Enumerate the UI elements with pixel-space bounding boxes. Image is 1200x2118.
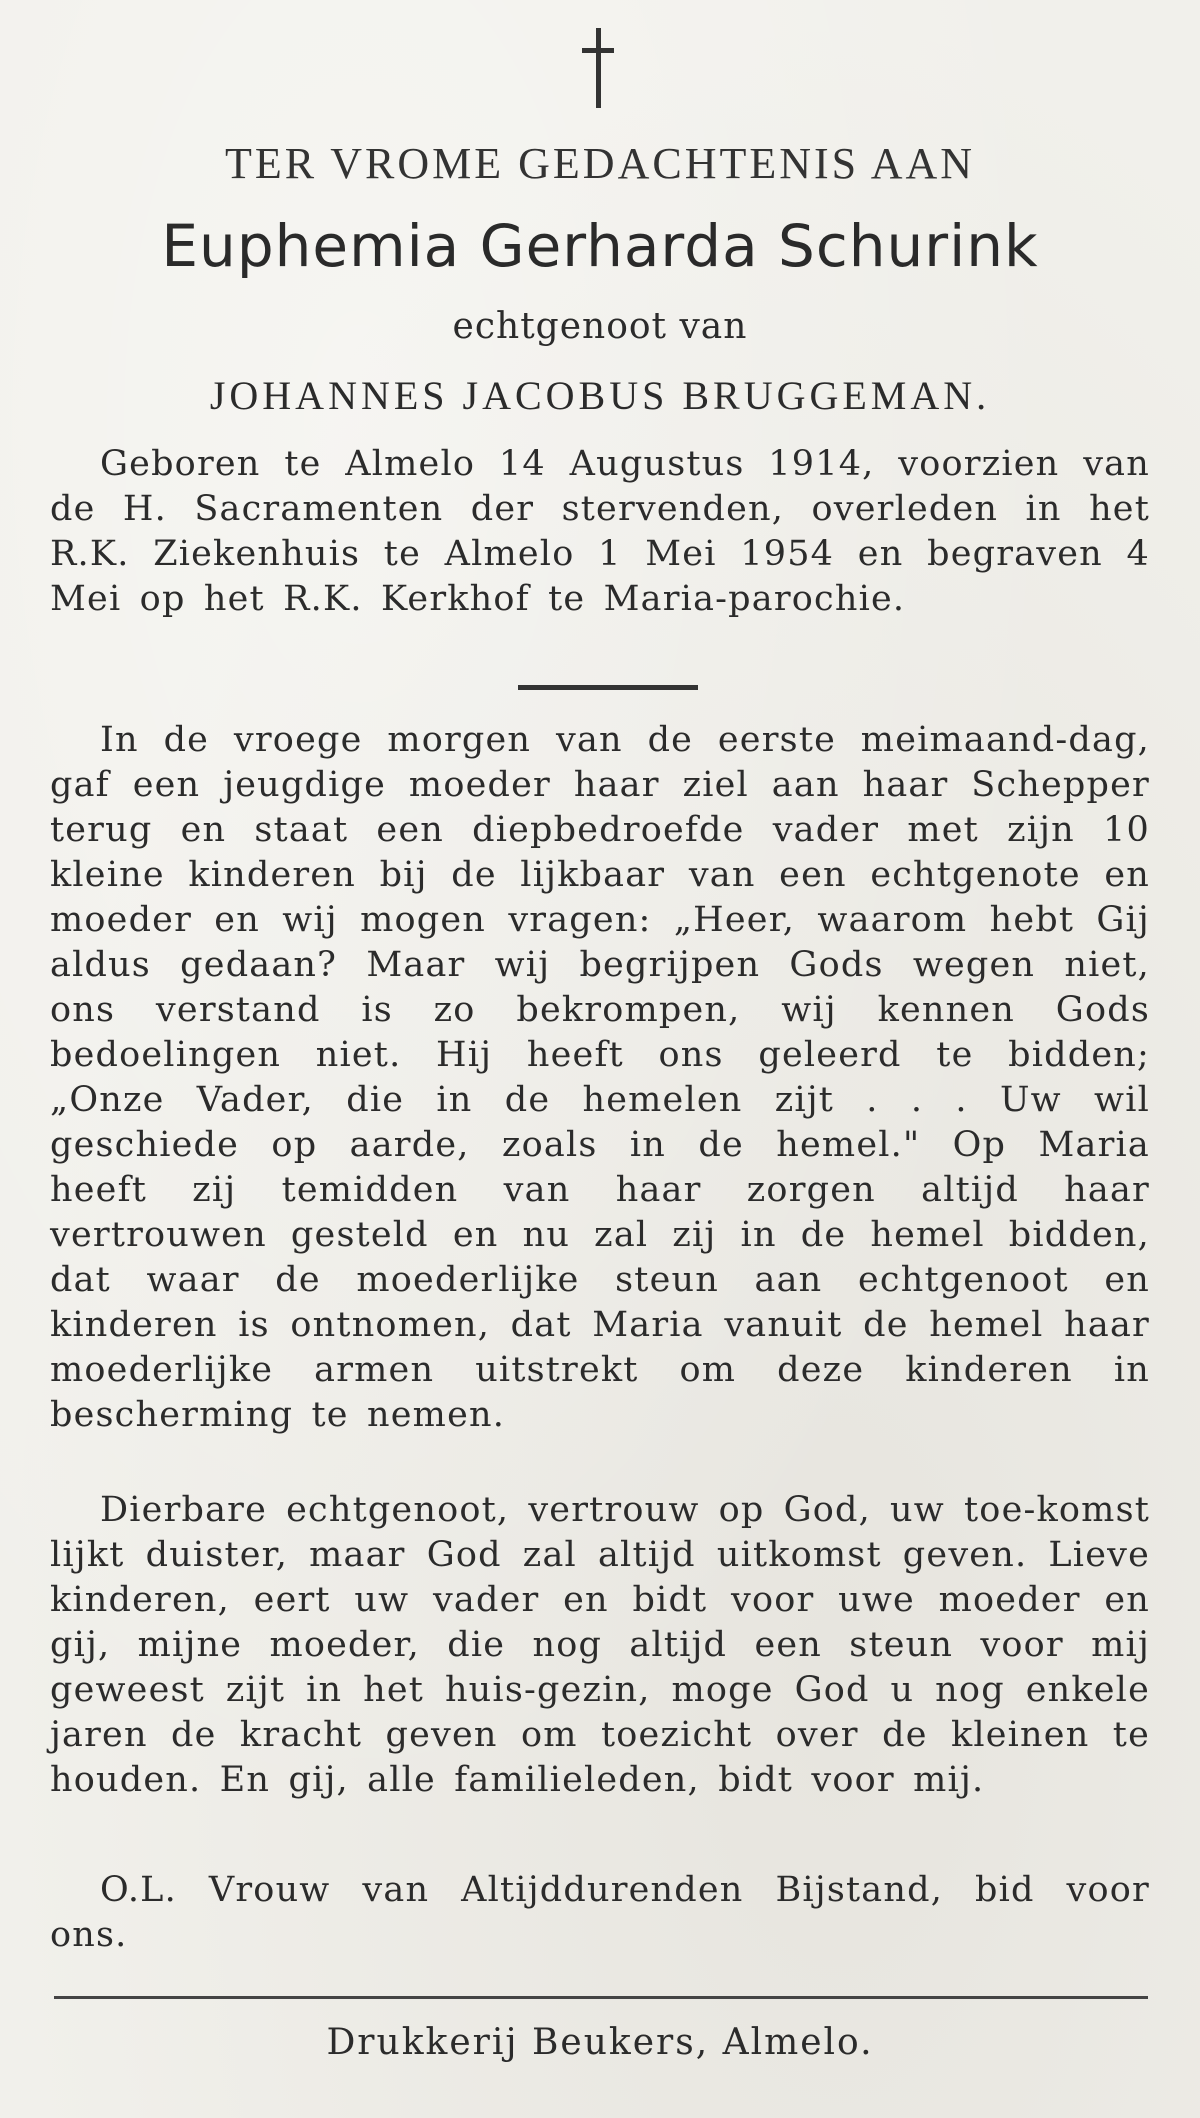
spouse-label: echtgenoot van [452,306,748,347]
printer-credit: Drukkerij Beukers, Almelo. [326,2022,874,2063]
farewell-paragraph: Dierbare echtgenoot, vertrouw op God, uw toe-komst lijkt duister, maar God zal altijd uitkomst geven. Lieve kinderen, eert uw vader en bidt voor uwe moeder en gij, mijne moeder, die nog altijd een steun voor mij geweest zijt in het huis-gezin, moge God u nog enkele jaren de kracht geven om toezicht over de kleinen te houden. En gij, alle familieleden, bidt voor mij. [50,1490,1150,1800]
reflection-paragraph: In de vroege morgen van de eerste meimaand-dag, gaf een jeugdige moeder haar ziel aan haar Schepper terug en staat een diepbedroefde vader met zijn 10 kleine kinderen bij de lijkbaar van een echtgenote en moeder en wij mogen vragen: „Heer, waarom hebt Gij aldus gedaan? Maar wij begrijpen Gods wegen niet, ons verstand is zo bekrompen, wij kennen Gods bedoelingen niet. Hij heeft ons geleerd te bidden; „Onze Vader, die in de hemelen zijt . . . Uw wil geschiede op aarde, zoals in de hemel." Op Maria heeft zij temidden van haar zorgen altijd haar vertrouwen gesteld en nu zal zij in de hemel bidden, dat waar de moederlijke steun aan echtgenoot en kinderen is ontnomen, dat Maria vanuit de hemel haar moederlijke armen uitstrekt om deze kinderen in bescherming te nemen. [50,720,1150,1435]
prayer-paragraph: O.L. Vrouw van Altijddurenden Bijstand, bid voor ons. [50,1870,1150,1955]
spouse-name: JOHANNES JACOBUS BRUGGEMAN. [209,373,991,418]
memorial-heading: TER VROME GEDACHTENIS AAN [224,139,976,188]
latin-cross-icon [580,28,616,108]
biography-paragraph: Geboren te Almelo 14 Augustus 1914, voorzien van de H. Sacramenten der stervenden, overleden in het R.K. Ziekenhuis te Almelo 1 Mei 1954 en begraven 4 Mei op het R.K. Kerkhof te Maria-parochie. [50,444,1150,619]
short-divider [518,685,698,690]
footer-divider [54,1996,1148,1999]
deceased-name: Euphemia Gerharda Schurink [161,212,1039,280]
